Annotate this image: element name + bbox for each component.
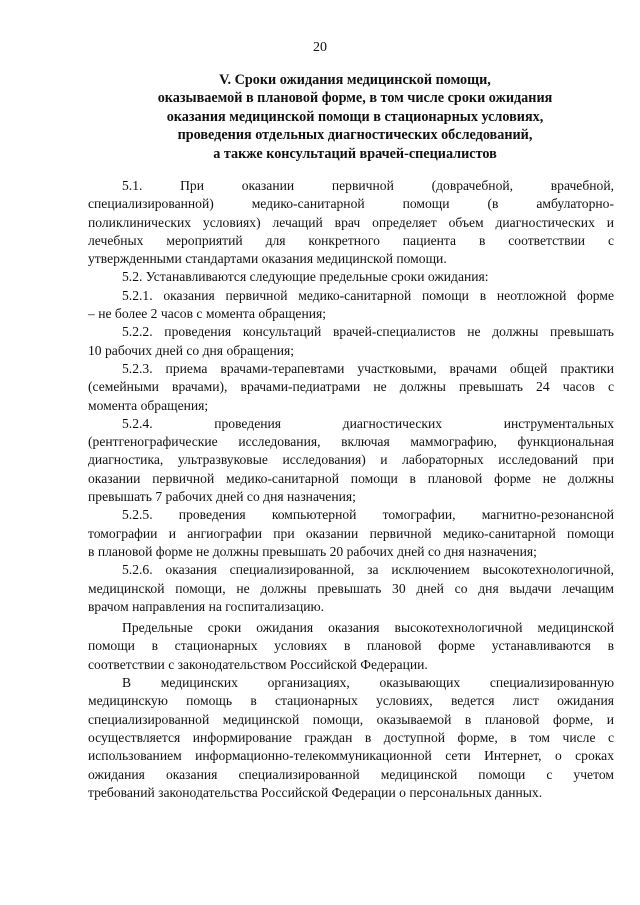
- text-line: медицинскую помощь в стационарных условиях, ведется лист ожидания: [88, 693, 614, 709]
- text-line: поликлинических условиях) лечащий врач определяет объем диагностических и: [88, 214, 614, 230]
- paragraph-5-2-6: [88, 561, 614, 616]
- text-line: (рентгенографические исследования, включая маммографию, функциональная: [88, 434, 614, 450]
- text-line: специализированной медицинской помощи, оказываемой в плановой форме, и: [88, 711, 614, 727]
- heading-line: а также консультаций врачей-специалистов: [213, 145, 497, 162]
- paragraph-high-tech-waiting: [88, 619, 614, 674]
- text-line: специализированной) медико-санитарной помощи (в амбулаторно-: [88, 196, 614, 212]
- text-line: 5.2.3. приема врачами-терапевтами участковыми, врачами общей практики: [122, 360, 614, 376]
- text-line: использованием информационно-телекоммуникационной сети Интернет, о сроках: [88, 748, 614, 764]
- text-line: 5.2.5. проведения компьютерной томографии, магнитно-резонансной: [122, 507, 614, 523]
- text-line: – не более 2 часов с момента обращения;: [88, 306, 327, 322]
- text-line: 5.1. При оказании первичной (доврачебной, врачебной,: [122, 178, 614, 193]
- text-line: требований законодательства Российской Федерации о персональных данных.: [88, 784, 543, 800]
- page-number: 20: [313, 40, 327, 55]
- text-line: Предельные сроки ожидания оказания высокотехнологичной медицинской: [122, 620, 614, 636]
- text-line: оказании первичной медико-санитарной помощи в плановой форме не должны: [88, 470, 614, 486]
- text-line: В медицинских организациях, оказывающих специализированную: [122, 675, 614, 691]
- text-line: (семейными врачами), врачами-педиатрами не должны превышать 24 часов с: [88, 379, 614, 395]
- paragraph-5-2: [88, 268, 614, 286]
- text-line: в плановой форме не должны превышать 20 рабочих дней со дня назначения;: [88, 543, 537, 559]
- document-body: [88, 177, 614, 802]
- text-line: врачом направления на госпитализацию.: [88, 598, 325, 614]
- heading-line: проведения отдельных диагностических обследований,: [177, 127, 533, 144]
- text-line: 10 рабочих дней со дня обращения;: [88, 342, 295, 358]
- paragraph-5-2-5: [88, 506, 614, 561]
- text-line: соответствии с законодательством Российской Федерации.: [88, 656, 428, 672]
- heading-line: V. Сроки ожидания медицинской помощи,: [219, 72, 491, 88]
- text-line: 5.2.1. оказания первичной медико-санитарной помощи в неотложной форме: [122, 287, 614, 303]
- text-line: лечебных мероприятий для конкретного пациента в соответствии с: [88, 232, 614, 248]
- heading-line: оказываемой в плановой форме, в том числе сроки ожидания: [157, 90, 553, 107]
- section-heading: [60, 71, 640, 163]
- text-line: медицинской помощи, не должны превышать 30 дней со дня выдачи лечащим: [88, 580, 614, 596]
- paragraph-waiting-list: [88, 674, 614, 802]
- text-line: превышать 7 рабочих дней со дня назначения;: [88, 489, 356, 505]
- paragraph-5-2-1: [88, 287, 614, 324]
- paragraph-5-2-4: [88, 415, 614, 506]
- text-line: диагностика, ультразвуковые исследования) и лабораторных исследований при: [88, 452, 614, 468]
- heading-line: оказания медицинской помощи в стационарных условиях,: [166, 108, 544, 125]
- paragraph-5-1: [88, 177, 614, 268]
- text-line: ожидания оказания специализированной медицинской помощи с учетом: [88, 766, 614, 782]
- text-line: 5.2.4. проведения диагностических инструментальных: [122, 415, 614, 431]
- text-line: 5.2.6. оказания специализированной, за исключением высокотехнологичной,: [122, 562, 614, 578]
- text-line: помощи в стационарных условиях в плановой форме устанавливаются в: [88, 638, 614, 654]
- paragraph-5-2-2: [88, 323, 614, 360]
- text-line: 5.2.2. проведения консультаций врачей-специалистов не должны превышать: [122, 324, 614, 340]
- paragraph-5-2-3: [88, 360, 614, 415]
- text-line: утвержденными стандартами оказания медицинской помощи.: [88, 251, 447, 267]
- text-line: момента обращения;: [88, 397, 209, 413]
- text-line: осуществляется информирование граждан в доступной форме, в том числе с: [88, 729, 614, 745]
- text-line: 5.2. Устанавливаются следующие предельные сроки ожидания:: [122, 269, 489, 285]
- text-line: томографии и ангиографии при оказании первичной медико-санитарной помощи: [88, 525, 614, 541]
